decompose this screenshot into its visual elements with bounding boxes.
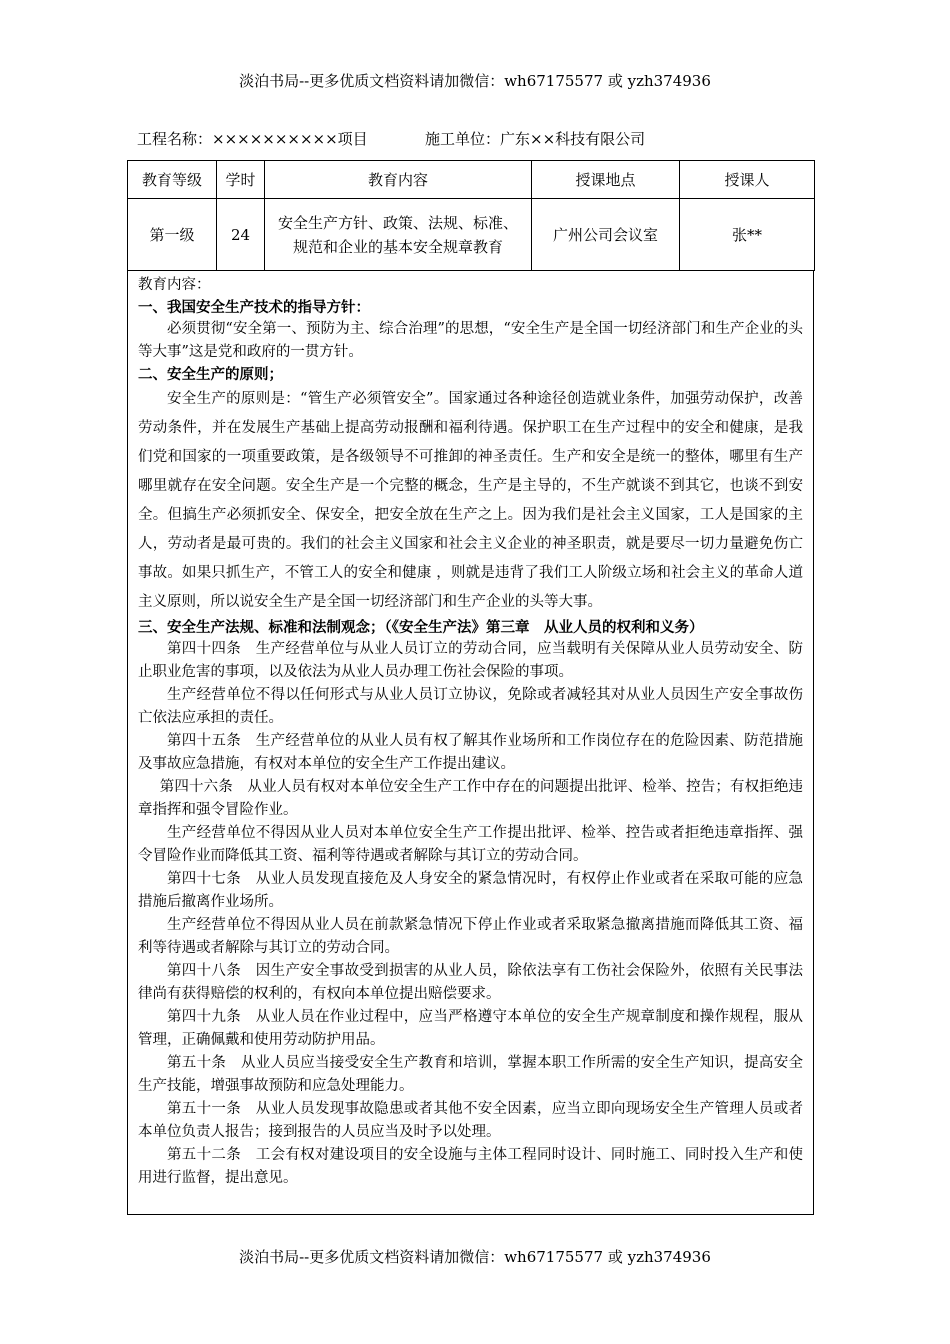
location-cell: 广州公司会议室: [532, 199, 680, 271]
header-cell: 教育内容: [265, 161, 532, 199]
content-label: 教育内容：: [138, 277, 211, 293]
article-paragraph: 第四十八条 因生产安全事故受到损害的从业人员，除依法享有工伤社会保险外，依照有关民事法律尚有获得赔偿的权利的，有权向本单位提出赔偿要求。: [138, 963, 803, 1002]
article-paragraph: 生产经营单位不得以任何形式与从业人员订立协议，免除或者减轻其对从业人员因生产安全事故伤亡依法应承担的责任。: [138, 687, 803, 726]
article-paragraph: 第四十六条 从业人员有权对本单位安全生产工作中存在的问题提出批评、检举、控告；有权拒绝违章指挥和强令冒险作业。: [138, 779, 803, 818]
header-cell: 教育等级: [128, 161, 217, 199]
article-paragraph: 第五十二条 工会有权对建设项目的安全设施与主体工程同时设计、同时施工、同时投入生产和使用进行监督，提出意见。: [138, 1147, 803, 1186]
section-2-paragraph: 安全生产的原则是：“管生产必须管安全”。国家通过各种途径创造就业条件，加强劳动保护，改善劳动条件，并在发展生产基础上提高劳动报酬和福利待遇。保护职工在生产过程中的安全和健康，是我们党和国家的一项重要政策，是各级领导不可推卸的神圣责任。生产和安全是统一的整体，哪里有生产哪里就存在安全问题。安全生产是一个完整的概念，生产是主导的，不生产就谈不到其它，也谈不到安全。但搞生产必须抓安全、保安全，把安全放在生产之上。因为我们是社会主义国家，工人是国家的主人，劳动者是最可贵的。我们的社会主义国家和社会主义企业的神圣职责，就是要尽一切力量避免伤亡事故。如果只抓生产，不管工人的安全和健康 ，则就是违背了我们工人阶级立场和社会主义的革命人道主义原则，所以说安全生产是全国一切经济部门和生产企业的头等大事。: [138, 391, 803, 610]
article-paragraph: 第五十一条 从业人员发现事故隐患或者其他不安全因素，应当立即向现场安全生产管理人员或者本单位负责人报告；接到报告的人员应当及时予以处理。: [138, 1101, 803, 1140]
project-name: 工程名称：××××××××××项目: [137, 130, 368, 148]
section-1-title: 一、我国安全生产技术的指导方针：: [138, 299, 370, 316]
education-table: [127, 160, 815, 271]
article-paragraph: 生产经营单位不得因从业人员在前款紧急情况下停止作业或者采取紧急撤离措施而降低其工资、福利等待遇或者解除与其订立的劳动合同。: [138, 917, 803, 956]
article-paragraph: 第四十七条 从业人员发现直接危及人身安全的紧急情况时，有权停止作业或者在采取可能的应急措施后撤离作业场所。: [138, 871, 803, 910]
article-paragraph: 第四十四条 生产经营单位与从业人员订立的劳动合同，应当载明有关保障从业人员劳动安全、防止职业危害的事项，以及依法为从业人员办理工伤社会保险的事项。: [138, 641, 803, 680]
article-paragraph: 生产经营单位不得因从业人员对本单位安全生产工作提出批评、检举、控告或者拒绝违章指挥、强令冒险作业而降低其工资、福利等待遇或者解除与其订立的劳动合同。: [138, 825, 803, 864]
table-header-row: [128, 161, 815, 199]
article-paragraph: 第四十五条 生产经营单位的从业人员有权了解其作业场所和工作岗位存在的危险因素、防范措施及事故应急措施，有权对本单位的安全生产工作提出建议。: [138, 733, 803, 772]
header-cell: 授课人: [680, 161, 815, 199]
header-cell: 学时: [217, 161, 265, 199]
table-row: [128, 199, 815, 271]
project-info: [137, 128, 646, 149]
education-content: [127, 270, 814, 1215]
content-cell: [265, 199, 532, 271]
article-paragraph: 第四十九条 从业人员在作业过程中，应当严格遵守本单位的安全生产规章制度和操作规程，服从管理，正确佩戴和使用劳动防护用品。: [138, 1009, 803, 1048]
hours-cell: 24: [217, 199, 265, 271]
header-cell: 授课地点: [532, 161, 680, 199]
level-cell: 第一级: [128, 199, 217, 271]
teacher-cell: 张**: [680, 199, 815, 271]
section-2-title: 二、安全生产的原则；: [138, 366, 283, 383]
section-3-title: 三、安全生产法规、标准和法制观念；（《安全生产法》第三章 从业人员的权利和义务）: [138, 619, 704, 636]
construction-unit: 施工单位：广东××科技有限公司: [425, 130, 646, 148]
page-footer: 淡泊书局--更多优质文档资料请加微信：wh67175577 或 yzh374936: [239, 1248, 711, 1266]
section-1-paragraph: 必须贯彻“安全第一、预防为主、综合治理”的思想，“安全生产是全国一切经济部门和生产企业的头等大事”这是党和政府的一贯方针。: [138, 321, 803, 360]
article-paragraph: 第五十条 从业人员应当接受安全生产教育和培训，掌握本职工作所需的安全生产知识，提高安全生产技能，增强事故预防和应急处理能力。: [138, 1055, 803, 1094]
content-cell-text: 安全生产方针、政策、法规、标准、规范和企业的基本安全规章教育: [277, 213, 518, 256]
page-header: 淡泊书局--更多优质文档资料请加微信：wh67175577 或 yzh374936: [239, 72, 711, 90]
